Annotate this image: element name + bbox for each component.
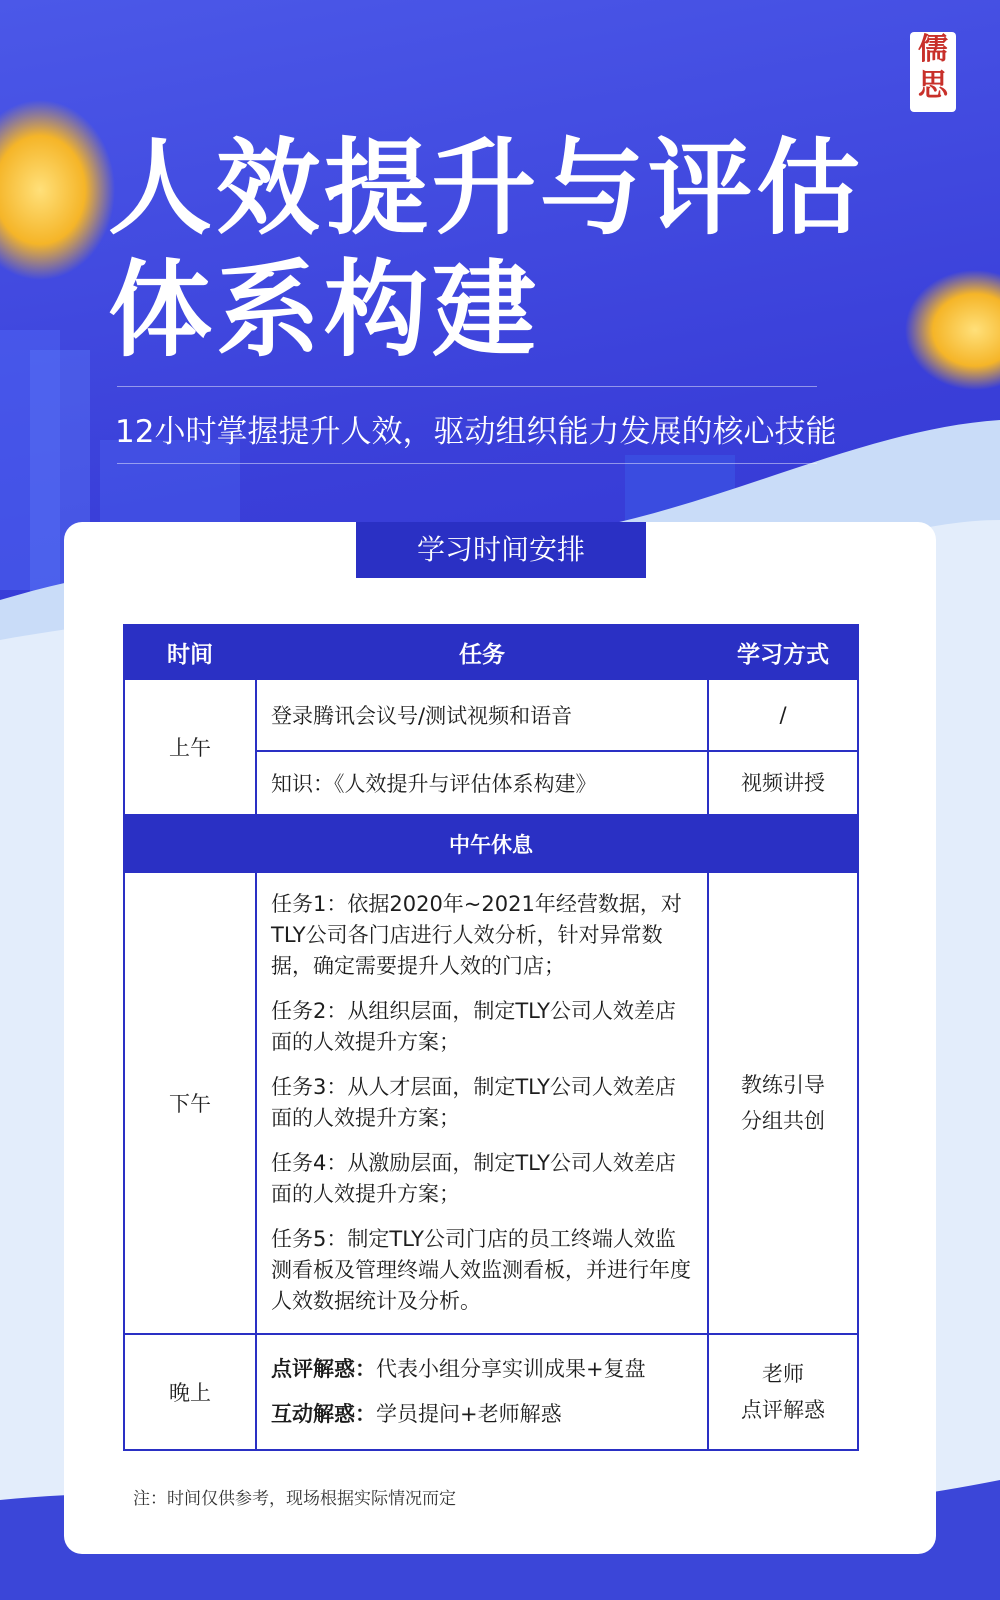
schedule-table	[123, 624, 859, 1451]
afternoon-task-3: 任务3：从人才层面，制定TLY公司人效差店面的人效提升方案；	[271, 1075, 676, 1130]
column-header-time: 时间	[124, 625, 256, 679]
logo-char-2: 思	[918, 68, 948, 103]
schedule-note: 注：时间仅供参考，现场根据实际情况而定	[133, 1489, 456, 1509]
afternoon-tasks-cell	[256, 872, 708, 1334]
morning-method-2: 视频讲授	[708, 751, 858, 815]
evening-time-cell: 晚上	[124, 1334, 256, 1450]
afternoon-task-2: 任务2：从组织层面，制定TLY公司人效差店面的人效提升方案；	[271, 999, 676, 1054]
afternoon-task-1: 任务1：依据2020年~2021年经营数据，对TLY公司各门店进行人效分析，针对异常数据，确定需要提升人效的门店；	[271, 892, 682, 978]
evening-tasks-cell	[256, 1334, 708, 1450]
table-row	[124, 815, 858, 872]
afternoon-task-4: 任务4：从激励层面，制定TLY公司人效差店面的人效提升方案；	[271, 1151, 676, 1206]
evening-method-cell	[708, 1334, 858, 1450]
evening-item-1	[271, 1354, 693, 1385]
subtitle-bottom-rule	[117, 463, 817, 464]
noon-break-row: 中午休息	[124, 815, 858, 872]
page-subtitle: 12小时掌握提升人效，驱动组织能力发展的核心技能	[115, 414, 837, 450]
column-header-method: 学习方式	[708, 625, 858, 679]
page-title-line-2: 体系构建	[108, 249, 541, 371]
morning-method-1: /	[708, 679, 858, 751]
brand-logo	[910, 32, 956, 112]
afternoon-time-cell: 下午	[124, 872, 256, 1334]
morning-task-1: 登录腾讯会议号/测试视频和语音	[256, 679, 708, 751]
subtitle-top-rule	[117, 386, 817, 387]
afternoon-task-5: 任务5：制定TLY公司门店的员工终端人效监测看板及管理终端人效监测看板，并进行年度人效数据统计及分析。	[271, 1227, 691, 1313]
schedule-tab-label: 学习时间安排	[356, 522, 646, 578]
afternoon-method-line-1: 教练引导	[741, 1073, 825, 1097]
evening-method-line-1: 老师	[762, 1362, 804, 1386]
afternoon-method-cell	[708, 872, 858, 1334]
evening-item-1-label: 点评解惑：	[271, 1357, 376, 1381]
table-row	[124, 679, 858, 751]
evening-method-line-2: 点评解惑	[741, 1398, 825, 1422]
evening-item-2-label: 互动解惑：	[271, 1402, 376, 1426]
table-row	[124, 1334, 858, 1450]
column-header-task: 任务	[256, 625, 708, 679]
page-title-line-1: 人效提升与评估	[108, 127, 865, 249]
evening-item-1-text: 代表小组分享实训成果+复盘	[376, 1357, 646, 1381]
afternoon-method-line-2: 分组共创	[741, 1109, 825, 1133]
table-header-row	[124, 625, 858, 679]
evening-item-2-text: 学员提问+老师解惑	[376, 1402, 562, 1426]
evening-item-2	[271, 1399, 693, 1430]
morning-task-2: 知识：《人效提升与评估体系构建》	[256, 751, 708, 815]
table-row	[124, 872, 858, 1334]
morning-time-cell: 上午	[124, 679, 256, 815]
logo-char-1: 儒	[918, 32, 948, 67]
